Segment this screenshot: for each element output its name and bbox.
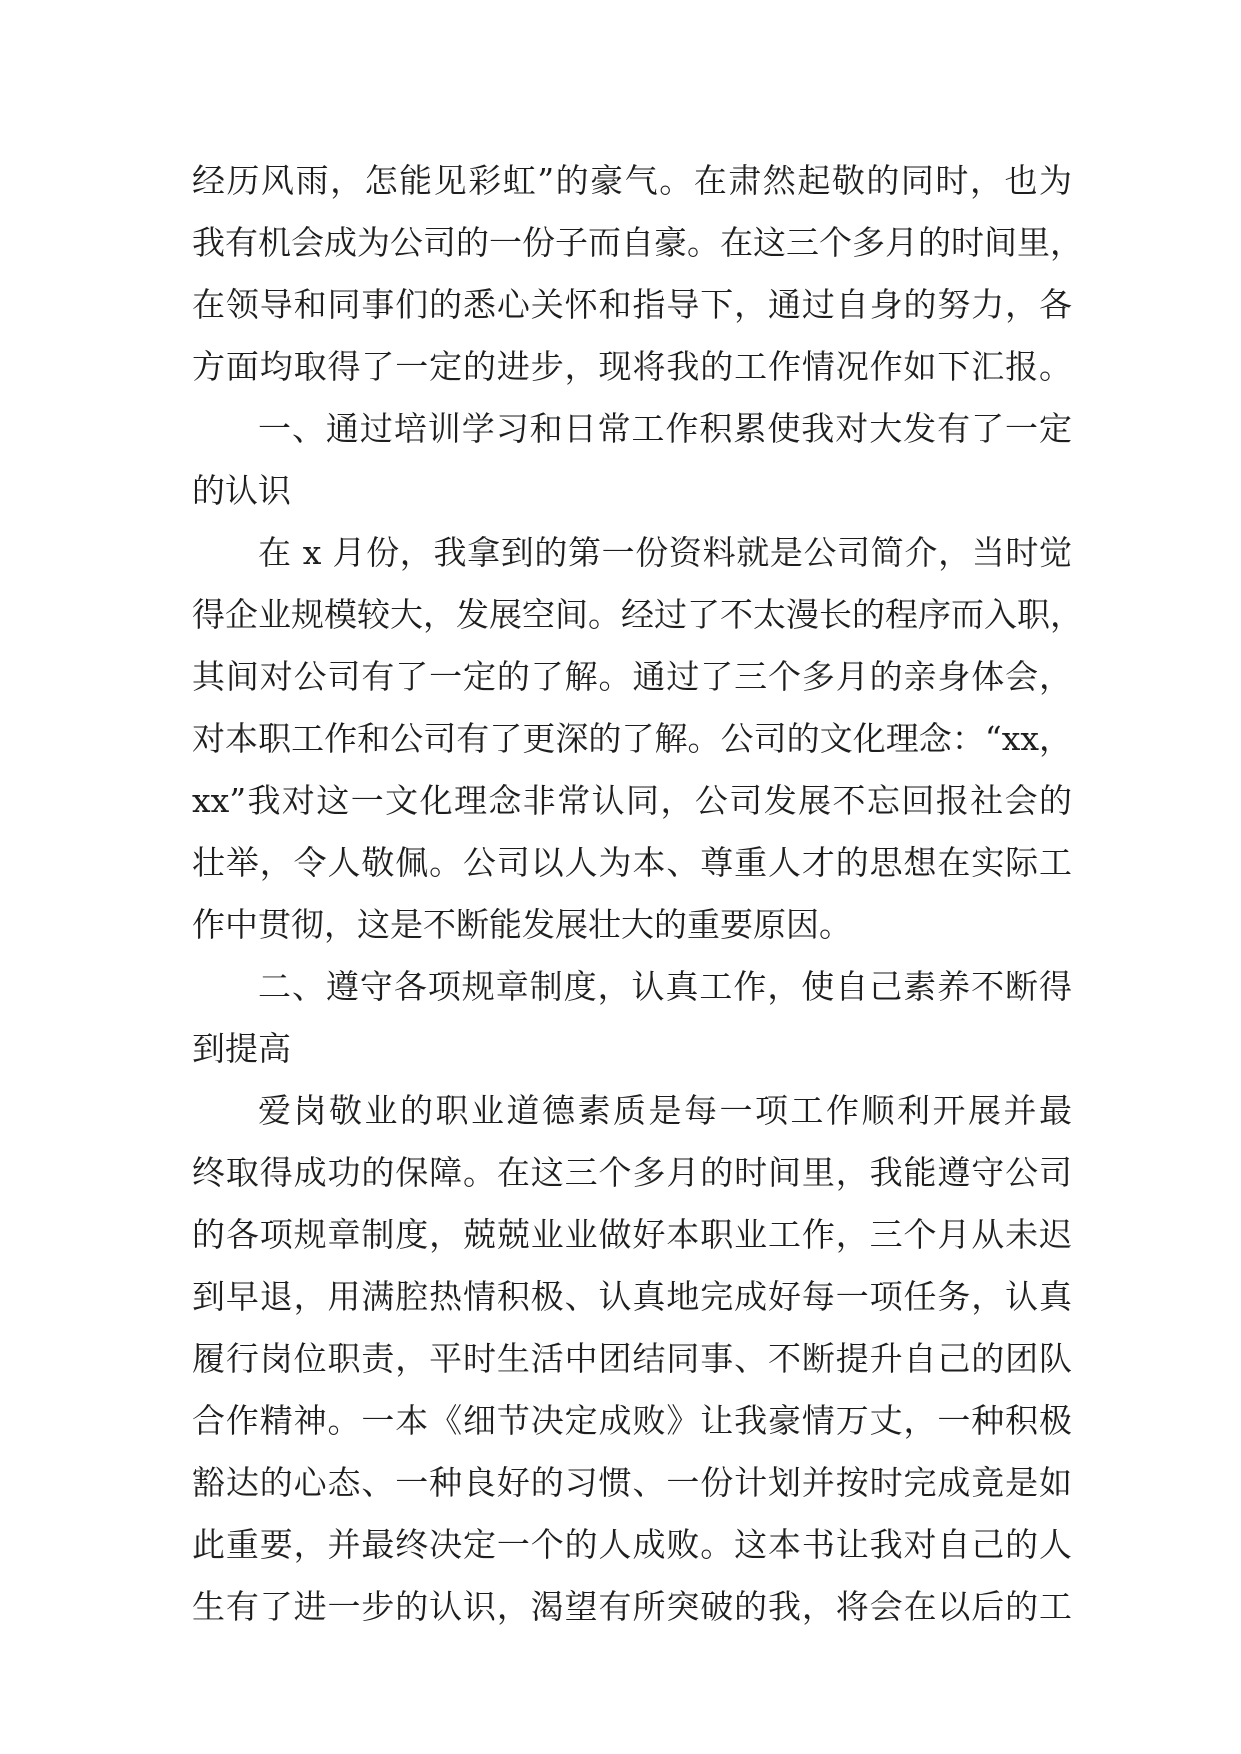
text-line: 得企业规模较大，发展空间。经过了不太漫长的程序而入职， [192,595,1083,634]
text-line: 方面均取得了一定的进步，现将我的工作情况作如下汇报。 [192,347,1072,386]
text-line: 我有机会成为公司的一份子而自豪。在这三个多月的时间里， [192,223,1083,262]
heading-line: 到提高 [192,1029,291,1068]
text-line: 履行岗位职责，平时生活中团结同事、不断提升自己的团队 [192,1339,1072,1378]
text-line: 生有了进一步的认识，渴望有所突破的我，将会在以后的工 [192,1587,1072,1626]
heading-line: 二、遵守各项规章制度，认真工作，使自己素养不断得 [258,967,1072,1006]
text-line: 在 x 月份，我拿到的第一份资料就是公司简介，当时觉 [258,533,1072,572]
text-line: 的各项规章制度，兢兢业业做好本职业工作，三个月从未迟 [192,1215,1072,1254]
heading-line: 一、通过培训学习和日常工作积累使我对大发有了一定 [258,409,1072,448]
text-line: 终取得成功的保障。在这三个多月的时间里，我能遵守公司 [192,1153,1072,1192]
text-line: xx”我对这一文化理念非常认同，公司发展不忘回报社会的 [192,781,1072,820]
heading-line: 的认识 [192,471,291,510]
text-line: 壮举，令人敬佩。公司以人为本、尊重人才的思想在实际工 [192,843,1072,882]
text-line: 其间对公司有了一定的了解。通过了三个多月的亲身体会， [192,657,1072,696]
text-line: 此重要，并最终决定一个的人成败。这本书让我对自己的人 [192,1525,1072,1564]
text-line: 在领导和同事们的悉心关怀和指导下，通过自身的努力，各 [192,285,1072,324]
text-line: 对本职工作和公司有了更深的了解。公司的文化理念：“xx， [192,719,1072,758]
paragraph-section-2 [192,1080,1072,1638]
text-line: 豁达的心态、一种良好的习惯、一份计划并按时完成竟是如 [192,1463,1072,1502]
section-heading-1 [192,398,1072,522]
paragraph-section-1 [192,522,1083,956]
text-line: 爱岗敬业的职业道德素质是每一项工作顺利开展并最 [258,1091,1072,1130]
text-line: 经历风雨，怎能见彩虹”的豪气。在肃然起敬的同时，也为 [192,161,1072,200]
document-body [192,150,1083,1638]
paragraph-intro-continued [192,150,1083,398]
text-line: 作中贯彻，这是不断能发展壮大的重要原因。 [192,905,852,944]
text-line: 合作精神。一本《细节决定成败》让我豪情万丈，一种积极 [192,1401,1072,1440]
section-heading-2 [192,956,1072,1080]
text-line: 到早退，用满腔热情积极、认真地完成好每一项任务，认真 [192,1277,1072,1316]
